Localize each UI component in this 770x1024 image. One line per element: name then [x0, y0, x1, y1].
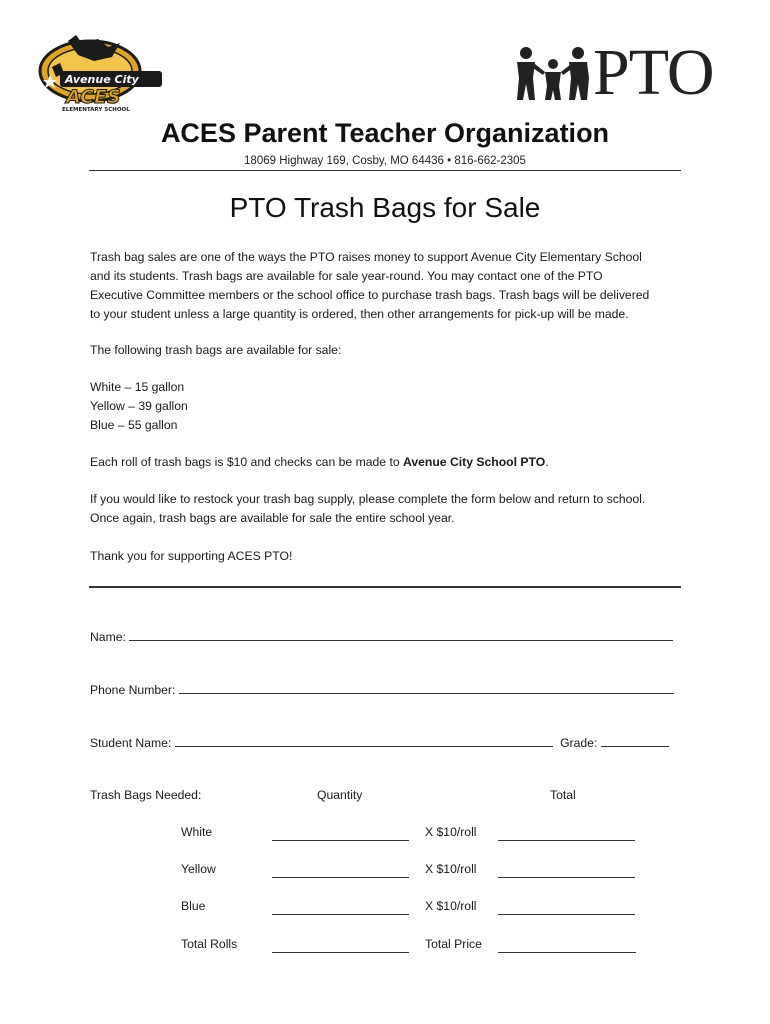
bag-option: Blue – 55 gallon	[90, 418, 178, 433]
logo-line2: ACES	[66, 86, 121, 108]
total-price-label: Total Price	[425, 937, 482, 951]
bag-option: White – 15 gallon	[90, 380, 185, 394]
student-name-label: Student Name:	[90, 736, 172, 750]
student-field	[90, 734, 669, 750]
price-paragraph	[90, 453, 690, 472]
pto-logo-text: PTO	[593, 36, 714, 109]
restock-paragraph	[90, 490, 690, 528]
intro-line: and its students. Trash bags are available for sale year-round. You may contact one of the PTO	[90, 269, 603, 284]
available-intro: The following trash bags are available for sale:	[90, 343, 342, 357]
total-rolls-line[interactable]	[272, 940, 409, 953]
row-blue-unit: X $10/roll	[425, 899, 477, 913]
row-blue-label: Blue	[181, 899, 206, 913]
grade-input-line[interactable]	[601, 734, 669, 747]
logo-line3: ELEMENTARY SCHOOL	[62, 107, 130, 113]
intro-line: Executive Committee members or the school office to purchase trash bags. Trash bags will be delivered	[90, 288, 650, 303]
phone-label: Phone Number:	[90, 683, 176, 697]
name-input-line[interactable]	[129, 628, 673, 641]
pto-logo	[515, 36, 737, 109]
phone-input-line[interactable]	[179, 681, 674, 694]
logo-line1: Avenue City	[65, 73, 139, 86]
intro-line: Trash bag sales are one of the ways the PTO raises money to support Avenue City Elementary School	[90, 250, 642, 264]
bags-needed-label: Trash Bags Needed:	[90, 788, 202, 802]
total-rolls-label: Total Rolls	[181, 937, 238, 951]
form-divider	[89, 586, 681, 588]
bag-option: Yellow – 39 gallon	[90, 399, 188, 414]
row-white-unit: X $10/roll	[425, 825, 477, 839]
intro-paragraph	[90, 248, 690, 324]
org-title: ACES Parent Teacher Organization	[160, 118, 610, 148]
name-label: Name:	[90, 630, 126, 644]
row-blue-total-line[interactable]	[498, 902, 635, 915]
family-icon	[515, 44, 591, 104]
aces-logo-graphic	[38, 33, 168, 113]
intro-line: to your student unless a large quantity is ordered, then other arrangements for pick-up will be made.	[90, 307, 629, 322]
row-blue-quantity-line[interactable]	[272, 902, 409, 915]
row-white-quantity-line[interactable]	[272, 828, 409, 841]
phone-field	[90, 681, 674, 697]
header-divider	[89, 170, 681, 171]
thanks-text: Thank you for supporting ACES PTO!	[90, 549, 293, 563]
price-period: .	[545, 455, 549, 469]
payee-name: Avenue City School PTO	[403, 455, 546, 469]
restock-line: If you would like to restock your trash bag supply, please complete the form below and return to school.	[90, 492, 646, 506]
aces-logo	[38, 33, 168, 113]
page-title: PTO Trash Bags for Sale	[229, 192, 541, 223]
org-address: 18069 Highway 169, Cosby, MO 64436 • 816-662-2305	[244, 155, 526, 167]
total-header: Total	[550, 788, 576, 802]
row-yellow-quantity-line[interactable]	[272, 865, 409, 878]
row-white-total-line[interactable]	[498, 828, 635, 841]
bag-options-list	[90, 378, 690, 435]
total-price-line[interactable]	[498, 940, 636, 953]
row-yellow-unit: X $10/roll	[425, 862, 477, 876]
row-white-label: White	[181, 825, 213, 839]
name-field	[90, 628, 673, 644]
grade-label: Grade:	[560, 736, 598, 750]
student-name-input-line[interactable]	[175, 734, 553, 747]
price-text: Each roll of trash bags is $10 and checks can be made to	[90, 455, 403, 469]
row-yellow-label: Yellow	[181, 862, 216, 876]
quantity-header: Quantity	[317, 788, 363, 802]
restock-line: Once again, trash bags are available for sale the entire school year.	[90, 511, 455, 526]
row-yellow-total-line[interactable]	[498, 865, 635, 878]
